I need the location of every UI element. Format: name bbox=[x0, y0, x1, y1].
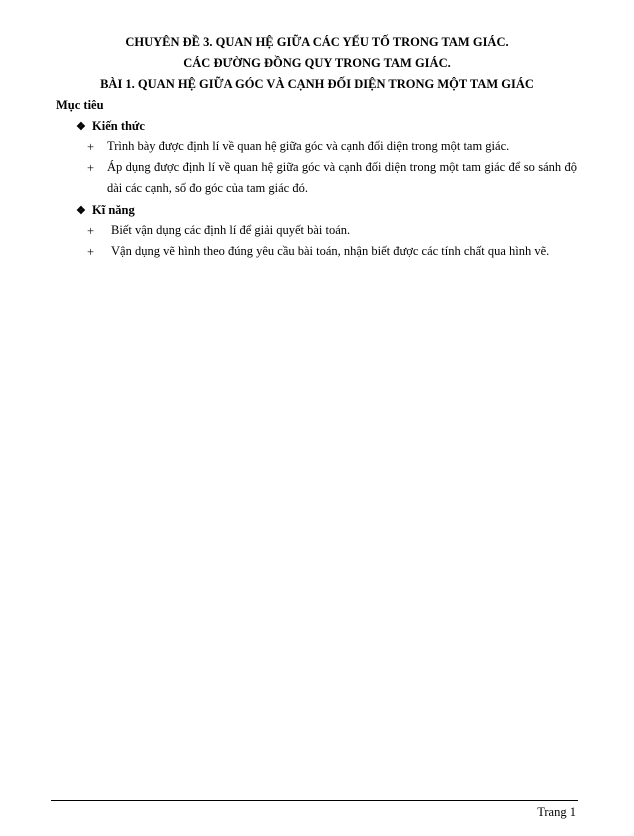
skills-item-1: Biết vận dụng các định lí để giải quyết bài toán. bbox=[111, 223, 351, 237]
diamond-bullet-icon: ❖ bbox=[76, 121, 86, 133]
chapter-subtitle: CÁC ĐƯỜNG ĐỒNG QUY TRONG TAM GIÁC. bbox=[183, 56, 451, 70]
plus-bullet-icon: + bbox=[87, 245, 95, 259]
skills-item-2: Vận dụng vẽ hình theo đúng yêu cầu bài toán, nhận biết được các tính chất qua hình vẽ. bbox=[111, 244, 550, 258]
skills-heading-label: Kĩ năng bbox=[92, 203, 135, 217]
diamond-bullet-icon: ❖ bbox=[76, 205, 86, 217]
knowledge-item-1: Trình bày được định lí về quan hệ giữa góc và cạnh đối diện trong một tam giác. bbox=[107, 139, 510, 153]
plus-bullet-icon: + bbox=[87, 140, 95, 154]
knowledge-heading bbox=[76, 118, 145, 135]
skills-heading bbox=[76, 202, 135, 219]
objectives-label: Mục tiêu bbox=[56, 98, 104, 112]
footer-divider bbox=[51, 800, 578, 801]
plus-bullet-icon: + bbox=[87, 224, 95, 238]
lesson-title: BÀI 1. QUAN HỆ GIỮA GÓC VÀ CẠNH ĐỐI DIỆN TRONG MỘT TAM GIÁC bbox=[100, 77, 534, 91]
chapter-title: CHUYÊN ĐỀ 3. QUAN HỆ GIỮA CÁC YẾU TỐ TRONG TAM GIÁC. bbox=[125, 35, 509, 49]
knowledge-heading-label: Kiến thức bbox=[92, 119, 145, 133]
knowledge-item-2: Áp dụng được định lí về quan hệ giữa góc và cạnh đối diện trong một tam giác để so sánh độ dài các cạnh, số đo góc của tam giác đó. bbox=[107, 160, 577, 195]
page-number: Trang 1 bbox=[537, 805, 576, 819]
plus-bullet-icon: + bbox=[87, 161, 95, 175]
